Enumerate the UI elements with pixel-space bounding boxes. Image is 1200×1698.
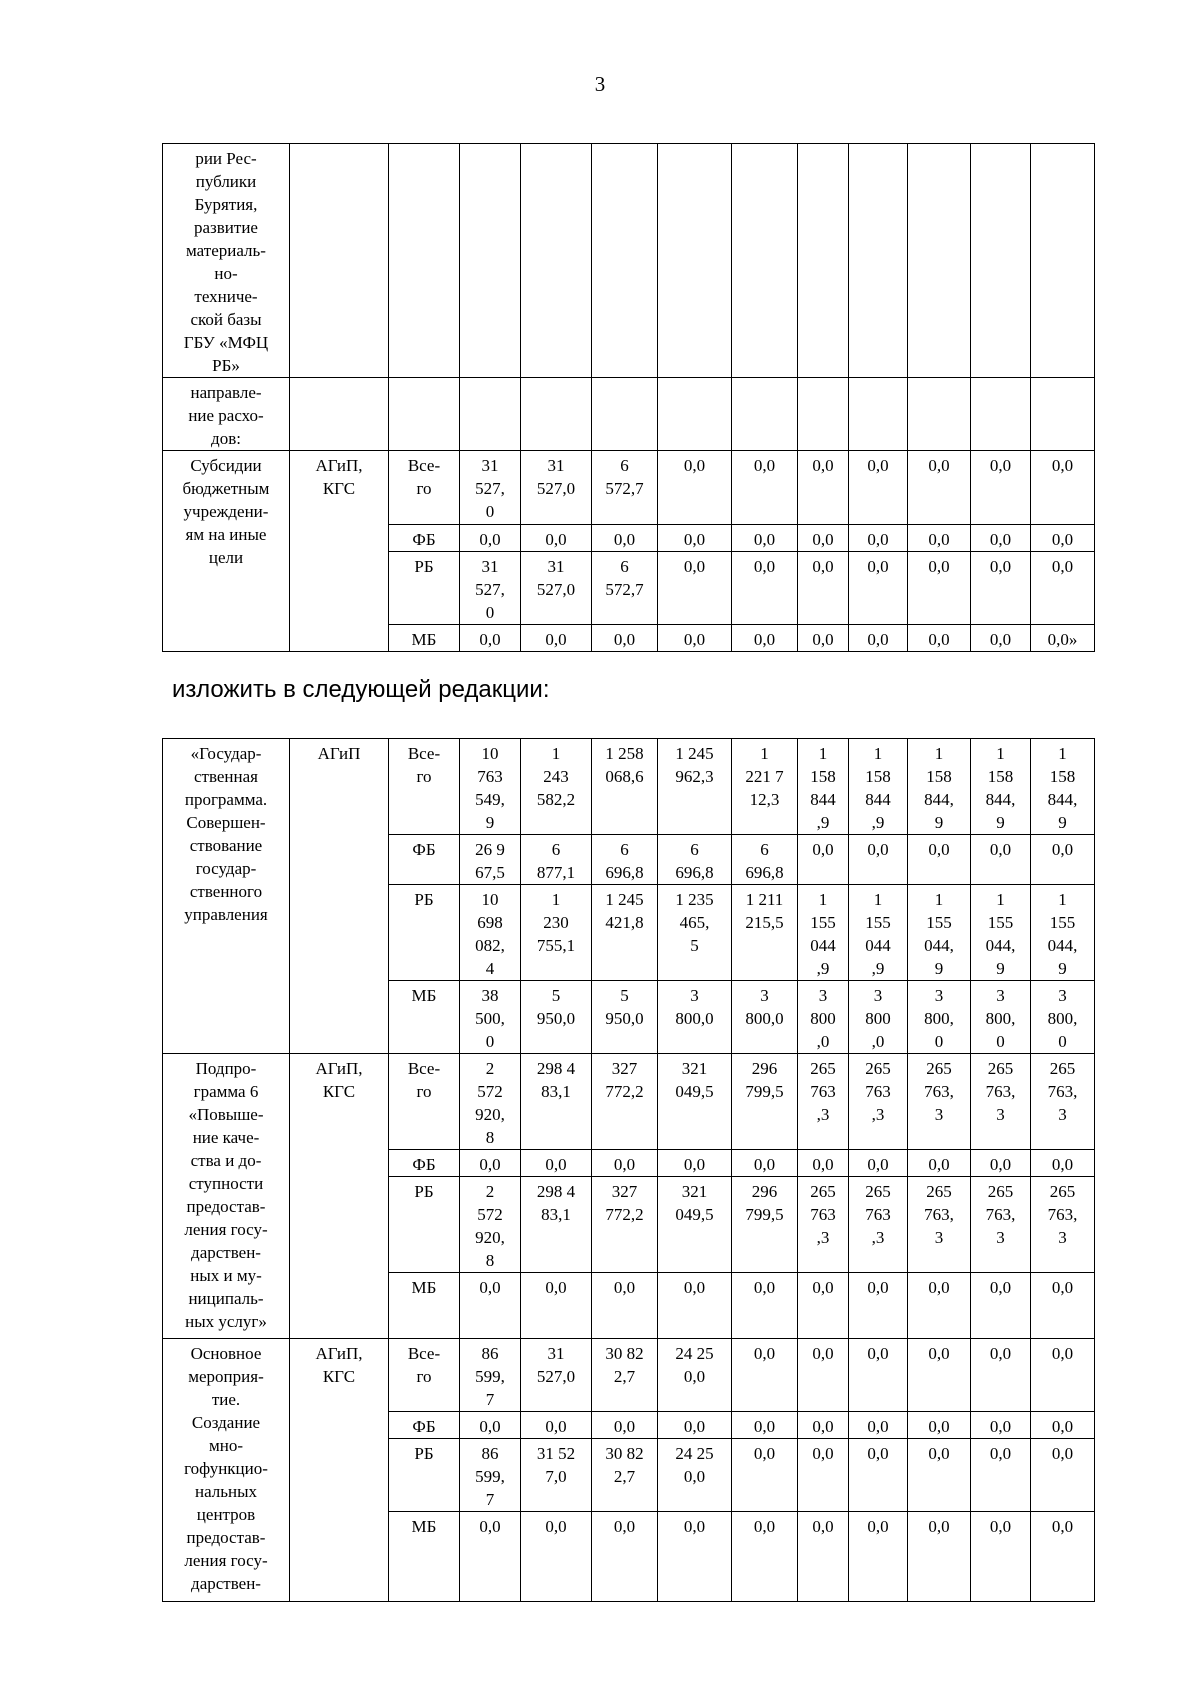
value-cell: 6 572,7 [592,451,658,525]
source-cell: ФБ [389,1150,460,1177]
table-cell [971,144,1031,378]
budget-table-old [162,143,1095,652]
value-cell: 1 155 044, 9 [1031,885,1095,981]
value-cell: 6 572,7 [592,552,658,625]
value-cell: 0,0 [732,1150,798,1177]
value-cell: 1 245 421,8 [592,885,658,981]
value-cell: 0,0 [732,451,798,525]
value-cell: 0,0 [1031,1150,1095,1177]
value-cell: 31 527,0 [521,451,592,525]
value-cell: 0,0 [798,1339,849,1412]
value-cell: 86 599, 7 [460,1339,521,1412]
value-cell: 0,0 [1031,835,1095,885]
value-cell: 265 763, 3 [971,1054,1031,1150]
table-cell [658,378,732,451]
row-label-cell: Основное мероприя- тие. Создание мно- гофункцио- нальных центров предостав- ления госу- дарствен- [163,1339,290,1602]
value-cell: 0,0 [849,1339,908,1412]
value-cell: 265 763 ,3 [849,1054,908,1150]
value-cell: 327 772,2 [592,1177,658,1273]
value-cell: 24 25 0,0 [658,1339,732,1412]
value-cell: 0,0 [971,625,1031,652]
value-cell: 0,0 [849,451,908,525]
value-cell: 0,0» [1031,625,1095,652]
table-cell [849,144,908,378]
value-cell: 0,0 [1031,1412,1095,1439]
value-cell: 1 158 844, 9 [908,739,971,835]
value-cell: 3 800 ,0 [798,981,849,1054]
value-cell: 0,0 [658,1150,732,1177]
value-cell: 0,0 [908,552,971,625]
value-cell: 265 763, 3 [908,1054,971,1150]
value-cell: 0,0 [460,525,521,552]
value-cell: 0,0 [732,552,798,625]
value-cell: 0,0 [1031,552,1095,625]
value-cell: 2 572 920, 8 [460,1054,521,1150]
value-cell: 265 763 ,3 [798,1177,849,1273]
value-cell: 1 221 7 12,3 [732,739,798,835]
value-cell: 0,0 [732,1439,798,1512]
value-cell: 0,0 [908,1439,971,1512]
value-cell: 0,0 [798,1512,849,1602]
value-cell: 31 527, 0 [460,552,521,625]
row-label-cell: Субсидии бюджетным учреждени- ям на иные цели [163,451,290,652]
value-cell: 38 500, 0 [460,981,521,1054]
value-cell: 0,0 [521,1512,592,1602]
value-cell: 6 696,8 [732,835,798,885]
value-cell: 0,0 [849,1439,908,1512]
value-cell: 0,0 [521,1150,592,1177]
value-cell: 0,0 [592,625,658,652]
source-cell: Все- го [389,1054,460,1150]
value-cell: 1 245 962,3 [658,739,732,835]
value-cell: 31 527,0 [521,1339,592,1412]
value-cell: 298 4 83,1 [521,1177,592,1273]
value-cell: 0,0 [908,835,971,885]
value-cell: 0,0 [798,525,849,552]
source-cell: ФБ [389,835,460,885]
table-cell [521,378,592,451]
table-cell [908,378,971,451]
value-cell: 1 158 844, 9 [1031,739,1095,835]
value-cell: 1 155 044, 9 [908,885,971,981]
value-cell: 1 211 215,5 [732,885,798,981]
value-cell: 1 230 755,1 [521,885,592,981]
value-cell: 0,0 [971,451,1031,525]
value-cell: 1 155 044, 9 [971,885,1031,981]
table-cell [849,378,908,451]
value-cell: 265 763, 3 [1031,1054,1095,1150]
value-cell: 0,0 [592,1150,658,1177]
value-cell: 0,0 [732,1273,798,1339]
source-cell: МБ [389,1512,460,1602]
value-cell: 0,0 [908,1512,971,1602]
page-number: 3 [594,72,606,96]
value-cell: 3 800 ,0 [849,981,908,1054]
source-cell: РБ [389,1439,460,1512]
row-label-cell: Подпро- грамма 6 «Повыше- ние каче- ства и до- ступности предостав- ления госу- дарствен- ных и му- ниципаль- ных услуг» [163,1054,290,1339]
value-cell: 0,0 [849,1412,908,1439]
value-cell: 0,0 [908,1273,971,1339]
table-cell [460,144,521,378]
table-cell [732,378,798,451]
value-cell: 0,0 [592,1273,658,1339]
value-cell: 0,0 [908,625,971,652]
value-cell: 1 235 465, 5 [658,885,732,981]
executor-cell: АГиП, КГС [290,451,389,652]
value-cell: 0,0 [971,552,1031,625]
value-cell: 0,0 [658,451,732,525]
value-cell: 0,0 [521,1412,592,1439]
table-cell [1031,144,1095,378]
value-cell: 0,0 [732,525,798,552]
value-cell: 327 772,2 [592,1054,658,1150]
value-cell: 0,0 [798,1439,849,1512]
value-cell: 0,0 [521,1273,592,1339]
value-cell: 5 950,0 [521,981,592,1054]
value-cell: 265 763 ,3 [798,1054,849,1150]
value-cell: 0,0 [521,625,592,652]
source-cell: РБ [389,1177,460,1273]
value-cell: 0,0 [1031,1339,1095,1412]
value-cell: 3 800,0 [732,981,798,1054]
value-cell: 0,0 [798,1412,849,1439]
source-cell: ФБ [389,525,460,552]
value-cell: 0,0 [460,1150,521,1177]
value-cell: 5 950,0 [592,981,658,1054]
budget-table-new [162,738,1095,1602]
table-cell [592,144,658,378]
value-cell: 0,0 [908,1412,971,1439]
value-cell: 1 155 044 ,9 [849,885,908,981]
source-cell: РБ [389,552,460,625]
value-cell: 1 158 844 ,9 [798,739,849,835]
table-cell [521,144,592,378]
value-cell: 0,0 [798,1150,849,1177]
value-cell: 10 763 549, 9 [460,739,521,835]
value-cell: 296 799,5 [732,1054,798,1150]
source-cell: Все- го [389,1339,460,1412]
table-cell [389,144,460,378]
value-cell: 30 82 2,7 [592,1439,658,1512]
value-cell: 321 049,5 [658,1177,732,1273]
source-cell: МБ [389,625,460,652]
value-cell: 0,0 [849,525,908,552]
table-cell [798,144,849,378]
table-cell [971,378,1031,451]
table-cell [798,378,849,451]
value-cell: 296 799,5 [732,1177,798,1273]
value-cell: 0,0 [460,1412,521,1439]
row-label-cell: «Государ- ственная программа. Совершен- ствование государ- ственного управления [163,739,290,1054]
value-cell: 0,0 [908,1150,971,1177]
value-cell: 0,0 [849,1150,908,1177]
value-cell: 26 9 67,5 [460,835,521,885]
value-cell: 0,0 [908,451,971,525]
value-cell: 0,0 [971,835,1031,885]
value-cell: 3 800, 0 [908,981,971,1054]
value-cell: 0,0 [658,552,732,625]
value-cell: 0,0 [460,1273,521,1339]
table-cell [592,378,658,451]
value-cell: 0,0 [592,1412,658,1439]
source-cell: РБ [389,885,460,981]
executor-cell: АГиП [290,739,389,1054]
value-cell: 265 763 ,3 [849,1177,908,1273]
value-cell: 1 155 044 ,9 [798,885,849,981]
source-cell: МБ [389,1273,460,1339]
value-cell: 0,0 [849,1512,908,1602]
source-cell: ФБ [389,1412,460,1439]
table-cell [658,144,732,378]
value-cell: 298 4 83,1 [521,1054,592,1150]
value-cell: 6 696,8 [658,835,732,885]
value-cell: 1 258 068,6 [592,739,658,835]
row-label-cell: рии Рес- публики Бурятия, развитие материаль- но- техниче- ской базы ГБУ «МФЦ РБ» [163,144,290,378]
value-cell: 0,0 [658,1412,732,1439]
value-cell: 0,0 [460,625,521,652]
source-cell: Все- го [389,739,460,835]
table-cell [1031,378,1095,451]
executor-cell: АГиП, КГС [290,1054,389,1339]
section-heading: изложить в следующей редакции: [172,676,550,703]
value-cell: 0,0 [849,625,908,652]
value-cell: 31 527, 0 [460,451,521,525]
value-cell: 0,0 [971,1150,1031,1177]
value-cell: 0,0 [849,1273,908,1339]
value-cell: 0,0 [732,1339,798,1412]
value-cell: 0,0 [908,525,971,552]
value-cell: 0,0 [1031,1439,1095,1512]
table-cell [389,378,460,451]
value-cell: 1 158 844 ,9 [849,739,908,835]
value-cell: 10 698 082, 4 [460,885,521,981]
value-cell: 24 25 0,0 [658,1439,732,1512]
source-cell: МБ [389,981,460,1054]
value-cell: 2 572 920, 8 [460,1177,521,1273]
value-cell: 0,0 [658,1273,732,1339]
table-cell [460,378,521,451]
value-cell: 0,0 [971,525,1031,552]
value-cell: 265 763, 3 [971,1177,1031,1273]
value-cell: 0,0 [732,625,798,652]
source-cell: Все- го [389,451,460,525]
value-cell: 0,0 [908,1339,971,1412]
value-cell: 0,0 [521,525,592,552]
table-cell [732,144,798,378]
value-cell: 3 800,0 [658,981,732,1054]
value-cell: 6 877,1 [521,835,592,885]
value-cell: 0,0 [798,625,849,652]
value-cell: 321 049,5 [658,1054,732,1150]
row-label-cell: направле- ние расхо- дов: [163,378,290,451]
value-cell: 0,0 [849,835,908,885]
value-cell: 0,0 [1031,451,1095,525]
value-cell: 0,0 [971,1339,1031,1412]
value-cell: 0,0 [849,552,908,625]
value-cell: 0,0 [1031,525,1095,552]
value-cell: 0,0 [732,1512,798,1602]
value-cell: 6 696,8 [592,835,658,885]
executor-cell: АГиП, КГС [290,1339,389,1602]
value-cell: 0,0 [1031,1512,1095,1602]
value-cell: 0,0 [592,1512,658,1602]
value-cell: 0,0 [971,1273,1031,1339]
value-cell: 0,0 [732,1412,798,1439]
value-cell: 0,0 [798,552,849,625]
value-cell: 0,0 [971,1512,1031,1602]
value-cell: 0,0 [658,1512,732,1602]
value-cell: 0,0 [592,525,658,552]
value-cell: 0,0 [798,1273,849,1339]
value-cell: 0,0 [971,1412,1031,1439]
value-cell: 265 763, 3 [908,1177,971,1273]
value-cell: 0,0 [658,525,732,552]
value-cell: 0,0 [798,451,849,525]
table-cell [290,378,389,451]
value-cell: 1 243 582,2 [521,739,592,835]
value-cell: 31 527,0 [521,552,592,625]
value-cell: 3 800, 0 [971,981,1031,1054]
table-cell [908,144,971,378]
value-cell: 0,0 [798,835,849,885]
value-cell: 265 763, 3 [1031,1177,1095,1273]
value-cell: 86 599, 7 [460,1439,521,1512]
value-cell: 0,0 [971,1439,1031,1512]
value-cell: 1 158 844, 9 [971,739,1031,835]
value-cell: 0,0 [1031,1273,1095,1339]
table-cell [290,144,389,378]
value-cell: 30 82 2,7 [592,1339,658,1412]
value-cell: 31 52 7,0 [521,1439,592,1512]
value-cell: 0,0 [658,625,732,652]
value-cell: 0,0 [460,1512,521,1602]
value-cell: 3 800, 0 [1031,981,1095,1054]
